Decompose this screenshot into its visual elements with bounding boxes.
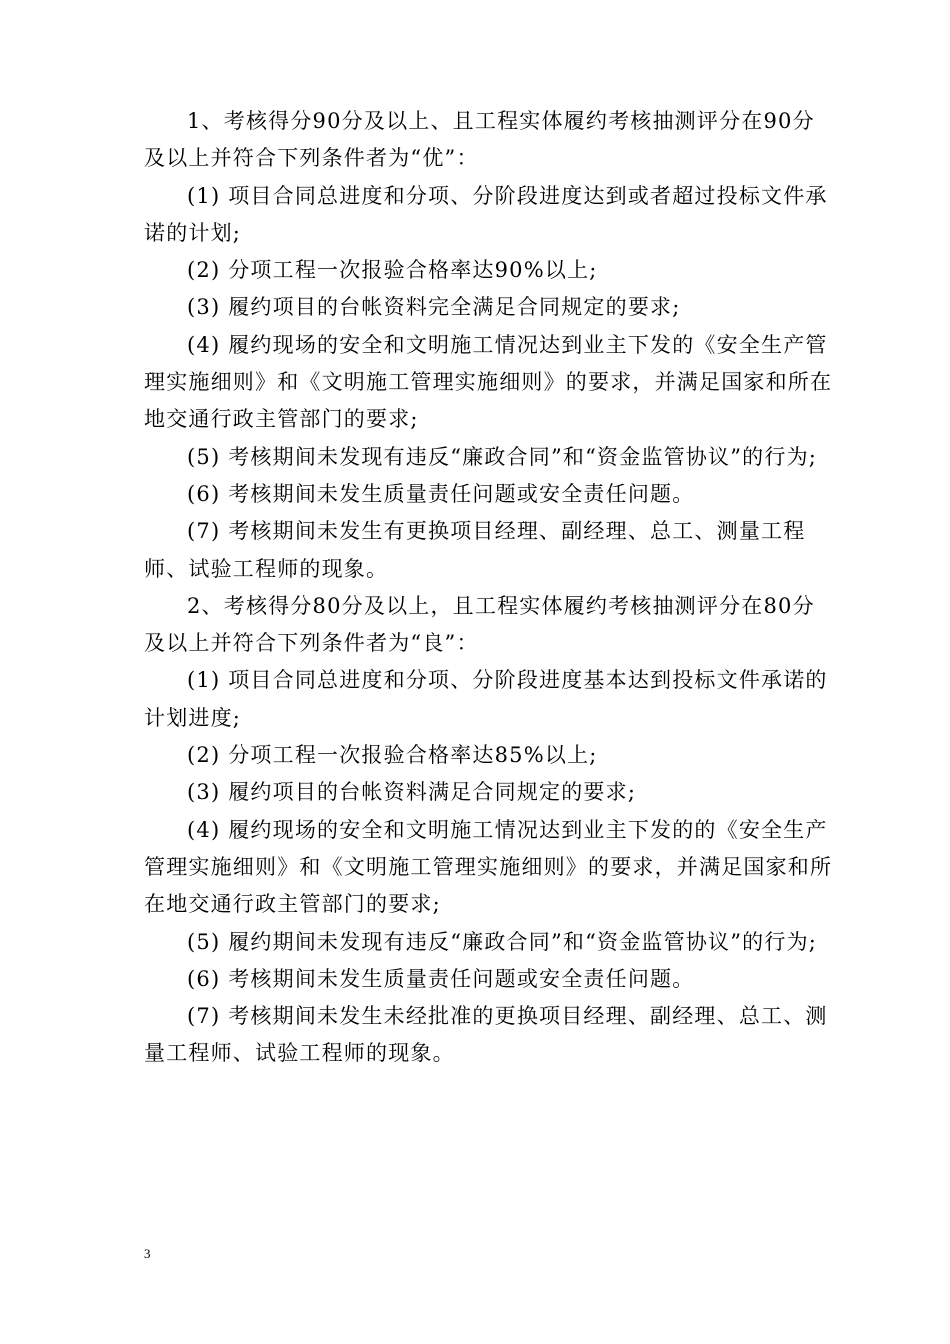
document-body (144, 103, 834, 1073)
paragraph-item: (2) 分项工程一次报验合格率达90%以上; (187, 258, 598, 283)
paragraph-item: (6) 考核期间未发生质量责任问题或安全责任问题。 (187, 481, 695, 506)
paragraph-item: (5) 考核期间未发现有违反“廉政合同”和“资金监管协议”的行为; (187, 444, 818, 469)
paragraph-item: (1) 项目合同总进度和分项、分阶段进度达到或者超过投标文件承诺的计划; (144, 183, 828, 245)
page-number: 3 (144, 1246, 151, 1261)
paragraph-item: (3) 履约项目的台帐资料满足合同规定的要求; (187, 780, 637, 805)
paragraph-item: (2) 分项工程一次报验合格率达85%以上; (187, 743, 598, 768)
paragraph-item: (4) 履约现场的安全和文明施工情况达到业主下发的《安全生产管理实施细则》和《文明施工管理实施细则》的要求，并满足国家和所在地交通行政主管部门的要求; (144, 332, 833, 432)
paragraph-item: (7) 考核期间未发生有更换项目经理、副经理、总工、测量工程师、试验工程师的现象。 (144, 519, 806, 581)
paragraph-item: (3) 履约项目的台帐资料完全满足合同规定的要求; (187, 295, 681, 320)
paragraph-item: (5) 履约期间未发现有违反“廉政合同”和“资金监管协议”的行为; (187, 929, 818, 954)
paragraph-criteria-excellent: 1、考核得分90分及以上、且工程实体履约考核抽测评分在90分及以上并符合下列条件者为“优”： (144, 109, 815, 171)
paragraph-item: (7) 考核期间未发生未经批准的更换项目经理、副经理、总工、测量工程师、试验工程师的现象。 (144, 1004, 828, 1066)
paragraph-item: (4) 履约现场的安全和文明施工情况达到业主下发的的《安全生产管理实施细则》和《文明施工管理实施细则》的要求，并满足国家和所在地交通行政主管部门的要求; (144, 817, 833, 917)
paragraph-item: (1) 项目合同总进度和分项、分阶段进度基本达到投标文件承诺的计划进度; (144, 668, 828, 730)
paragraph-criteria-good: 2、考核得分80分及以上，且工程实体履约考核抽测评分在80分及以上并符合下列条件者为“良”： (144, 593, 815, 656)
paragraph-item: (6) 考核期间未发生质量责任问题或安全责任问题。 (187, 966, 695, 991)
